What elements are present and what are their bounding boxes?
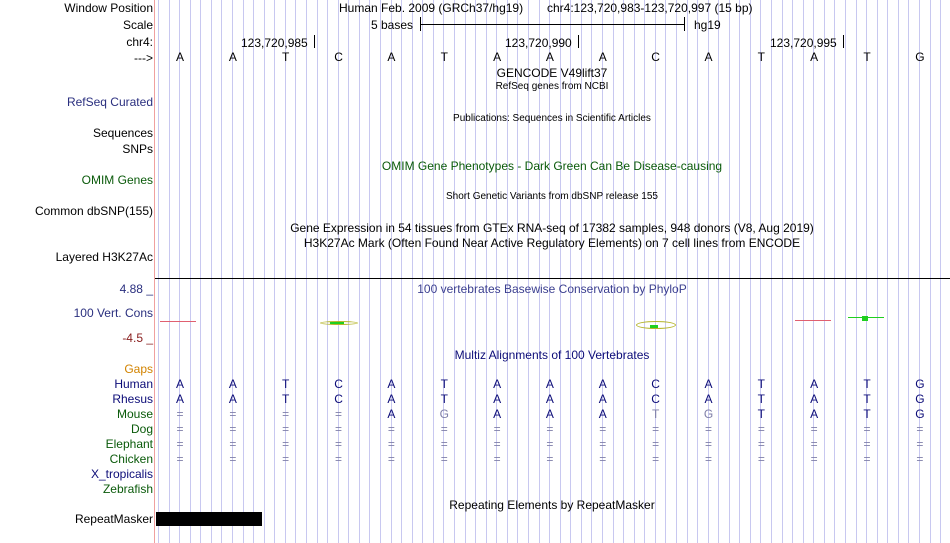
dog-base: = [546,422,554,436]
elephant-base: = [546,437,554,451]
human-base: A [493,377,502,391]
chicken-base: = [493,452,501,466]
label-window-position[interactable]: Window Position [64,1,153,15]
label-zebrafish[interactable]: Zebrafish [102,482,153,496]
dog-base: = [704,422,712,436]
elephant-base: = [652,437,660,451]
label-elephant[interactable]: Elephant [105,437,153,451]
rhesus-base: T [863,392,871,406]
chicken-base: = [282,452,290,466]
chicken-base: = [810,452,818,466]
dog-base: = [282,422,290,436]
reference-base: A [493,50,502,64]
chicken-base: = [652,452,660,466]
rhesus-base: A [704,392,713,406]
mouse-base: = [335,407,343,421]
elephant-base: = [757,437,765,451]
rhesus-base: A [175,392,184,406]
elephant-base: = [863,437,871,451]
dog-base: = [599,422,607,436]
label-repeatmasker[interactable]: RepeatMasker [74,512,153,526]
title-multiz: Multiz Alignments of 100 Vertebrates [454,348,650,362]
phylop-mark-3-fill [650,325,658,328]
mouse-base: T [757,407,766,421]
label-snps[interactable]: SNPs [122,142,153,156]
elephant-base: = [916,437,924,451]
scale-db: hg19 [694,18,721,32]
mouse-base: G [703,407,714,421]
rhesus-base: C [334,392,343,406]
coord-tick-1 [314,35,315,48]
rhesus-base: A [387,392,396,406]
phylop-mark-5-fill [862,316,868,321]
chicken-base: = [176,452,184,466]
reference-base: C [334,50,343,64]
rhesus-base: T [440,392,448,406]
human-base: A [704,377,713,391]
label-mouse[interactable]: Mouse [116,407,153,421]
coord-tick-2 [578,35,579,48]
mouse-base: A [545,407,554,421]
reference-base: G [915,50,925,64]
mouse-base: G [915,407,925,421]
label-rhesus[interactable]: Rhesus [112,392,153,406]
phylop-mark-1 [160,321,196,322]
elephant-base: = [335,437,343,451]
reference-base: A [228,50,237,64]
human-base: A [545,377,554,391]
mouse-base: A [387,407,396,421]
human-base: A [175,377,184,391]
label-dog[interactable]: Dog [130,422,153,436]
elephant-base: = [704,437,712,451]
title-conservation: 100 vertebrates Basewise Conservation by PhyloP [417,282,687,296]
title-omim-phenotypes: OMIM Gene Phenotypes - Dark Green Can Be Disease-causing [381,159,723,173]
human-base: T [863,377,871,391]
mouse-base: G [439,407,449,421]
mouse-base: A [598,407,607,421]
reference-base: T [863,50,871,64]
coord-label-3: 123,720,995 [770,36,837,50]
browser-track-area[interactable] [154,0,950,543]
elephant-base: = [387,437,395,451]
scale-text: 5 bases [371,18,414,32]
phylop-mark-2-fill [330,322,344,324]
chicken-base: = [387,452,395,466]
position-label: chr4:123,720,983-123,720,997 (15 bp) [547,1,753,15]
label-phylop-max: 4.88 _ [119,282,153,296]
coord-label-2: 123,720,990 [505,36,572,50]
mouse-base: A [493,407,502,421]
label-strand[interactable]: ---> [134,51,153,65]
chicken-base: = [440,452,448,466]
reference-base: A [545,50,554,64]
rhesus-base: C [651,392,660,406]
dog-base: = [863,422,871,436]
chicken-base: = [704,452,712,466]
label-chicken[interactable]: Chicken [109,452,153,466]
title-refseq-ncbi: RefSeq genes from NCBI [495,81,609,92]
rhesus-base: A [493,392,502,406]
title-repeatmasker: Repeating Elements by RepeatMasker [449,498,655,512]
label-refseq-curated[interactable]: RefSeq Curated [66,95,153,109]
label-omim-genes[interactable]: OMIM Genes [81,173,153,187]
elephant-base: = [599,437,607,451]
reference-base: A [175,50,184,64]
dog-base: = [176,422,184,436]
mouse-base: A [810,407,819,421]
label-scale[interactable]: Scale [122,18,153,32]
title-short-variants: Short Genetic Variants from dbSNP release 155 [446,191,658,202]
human-base: A [228,377,237,391]
label-vert-cons[interactable]: 100 Vert. Cons [73,306,153,320]
label-common-dbsnp[interactable]: Common dbSNP(155) [34,204,153,218]
dog-base: = [440,422,448,436]
elephant-base: = [493,437,501,451]
scale-bar [420,24,684,25]
chicken-base: = [757,452,765,466]
chicken-base: = [546,452,554,466]
dog-base: = [229,422,237,436]
label-layered-h3k27ac[interactable]: Layered H3K27Ac [55,250,153,264]
title-h3k27ac: H3K27Ac Mark (Often Found Near Active Regulatory Elements) on 7 cell lines from ENCODE [303,236,801,250]
reference-base: T [440,50,448,64]
coord-tick-3 [843,35,844,48]
title-gtex: Gene Expression in 54 tissues from GTEx RNA-seq of 17382 samples, 948 donors (V8, Aug 2019) [290,221,814,235]
reference-base: A [810,50,819,64]
dog-base: = [387,422,395,436]
dog-base: = [757,422,765,436]
chicken-base: = [916,452,924,466]
human-base: C [651,377,660,391]
scale-bar-right-tick [684,17,685,31]
label-human[interactable]: Human [114,377,153,391]
track-divider [154,278,950,279]
track-label-column [0,0,153,543]
title-publications: Publications: Sequences in Scientific Articles [453,113,651,124]
reference-base: A [598,50,607,64]
phylop-mark-4 [795,320,831,321]
chicken-base: = [863,452,871,466]
mouse-base: = [229,407,237,421]
human-base: T [440,377,448,391]
human-base: A [810,377,819,391]
reference-base: A [387,50,396,64]
reference-base: T [757,50,766,64]
reference-base: T [282,50,290,64]
label-sequences[interactable]: Sequences [92,126,153,140]
rhesus-base: G [915,392,925,406]
dog-base: = [916,422,924,436]
elephant-base: = [810,437,818,451]
elephant-base: = [282,437,290,451]
human-base: G [915,377,925,391]
chicken-base: = [229,452,237,466]
elephant-base: = [229,437,237,451]
chicken-base: = [335,452,343,466]
chicken-base: = [599,452,607,466]
left-edge-line [154,0,155,543]
elephant-base: = [176,437,184,451]
dog-base: = [493,422,501,436]
dog-base: = [810,422,818,436]
rhesus-base: A [810,392,819,406]
rhesus-base: A [228,392,237,406]
title-gencode: GENCODE V49lift37 [496,66,608,80]
rhesus-base: T [757,392,766,406]
rhesus-base: T [282,392,290,406]
label-x-tropicalis[interactable]: X_tropicalis [90,467,153,481]
reference-base: C [651,50,660,64]
coord-label-1: 123,720,985 [241,36,308,50]
mouse-base: T [863,407,871,421]
human-base: A [387,377,396,391]
human-base: C [334,377,343,391]
human-base: A [598,377,607,391]
elephant-base: = [440,437,448,451]
rhesus-base: A [598,392,607,406]
dog-base: = [335,422,343,436]
mouse-base: = [176,407,184,421]
mouse-base: = [282,407,290,421]
label-chr[interactable]: chr4: [126,35,153,49]
reference-base: A [704,50,713,64]
label-gaps[interactable]: Gaps [124,362,153,376]
human-base: T [757,377,766,391]
dog-base: = [652,422,660,436]
rhesus-base: A [545,392,554,406]
repeatmasker-element[interactable] [156,512,262,526]
label-phylop-min: -4.5 _ [122,331,153,345]
assembly-label: Human Feb. 2009 (GRCh37/hg19) [339,1,524,15]
mouse-base: T [651,407,660,421]
human-base: T [282,377,290,391]
